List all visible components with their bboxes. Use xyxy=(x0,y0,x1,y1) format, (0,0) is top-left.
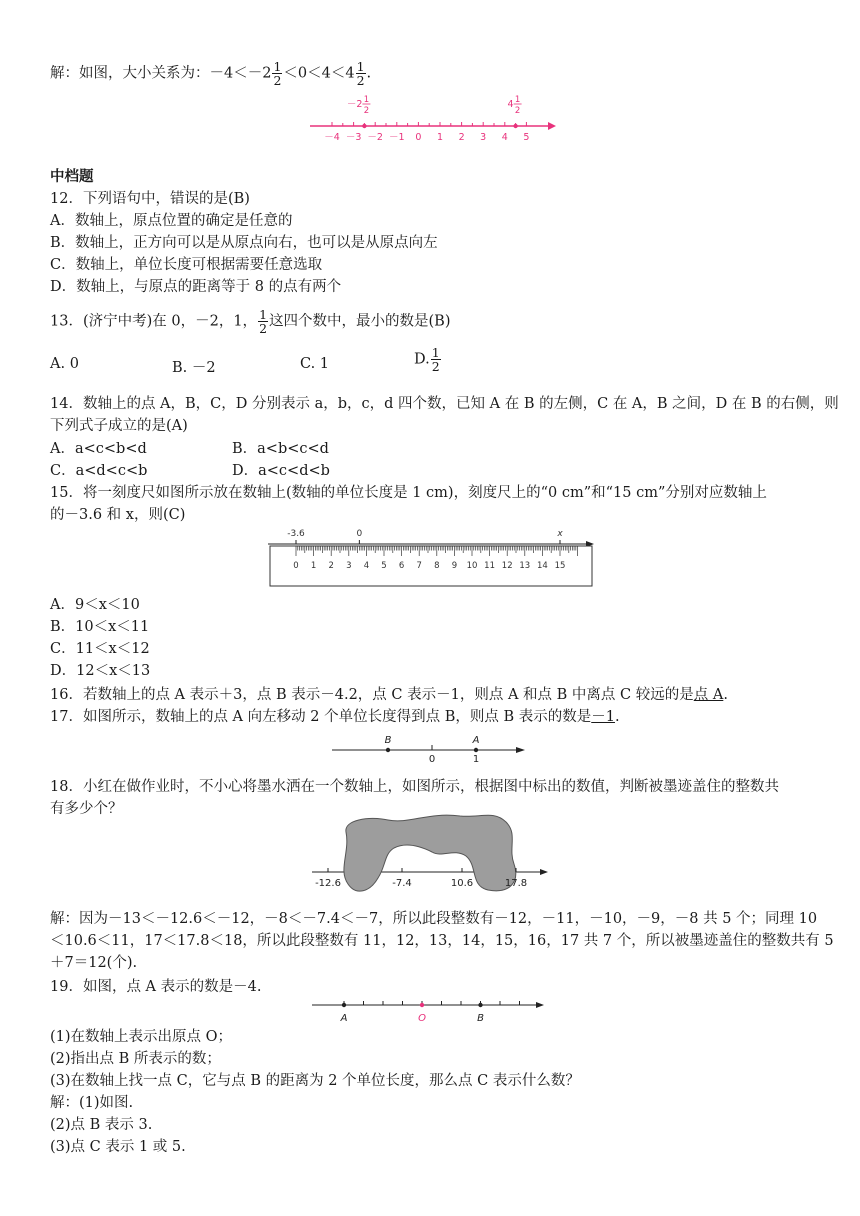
ruler-label: 12 xyxy=(501,561,513,571)
axis-label: 0 xyxy=(356,529,363,539)
q12-option-c: C．数轴上，单位长度可根据需要任意选取 xyxy=(50,257,323,273)
fraction-one-half: $\frac{1}{2}$ xyxy=(356,59,365,88)
ruler-label: 2 xyxy=(328,561,334,571)
q13-option-d: D. $\frac{1}{2}$ xyxy=(414,345,440,374)
axis-arrow xyxy=(540,869,548,875)
q13-option-c: C. 1 xyxy=(300,356,330,372)
q19-number-line xyxy=(310,996,550,1024)
tick-label: 10.6 xyxy=(450,878,474,889)
q19-answer-1: 解：(1)如图. xyxy=(50,1095,134,1111)
q12-option-b: B．数轴上，正方向可以是从原点向右，也可以是从原点向左 xyxy=(50,235,438,251)
axis-arrow xyxy=(516,747,525,753)
q14-option-a: A．a<c<b<d xyxy=(50,441,147,457)
q18-answer-line2: ＜10.6＜11，17＜17.8＜18，所以此段整数有 11，12，13，14，15，16，17 共 7 个，所以被墨迹盖住的整数共有 5 xyxy=(50,933,834,949)
q11-answer: 解：如图，大小关系为：－4＜－2 $\frac{1}{2}$ ＜0＜4＜4 $\frac{1}{2}$ . xyxy=(50,59,372,88)
q15-option-d: D．12＜x＜13 xyxy=(50,663,151,679)
q19-stem: 19．如图，点 A 表示的数是－4. xyxy=(50,979,262,995)
q12-option-a: A．数轴上，原点位置的确定是任意的 xyxy=(50,213,293,229)
q12-stem: 12．下列语句中，错误的是(B) xyxy=(50,191,250,207)
q17-number-line xyxy=(330,730,530,770)
tick-label: 4 xyxy=(501,132,508,143)
point-b-label: B xyxy=(384,735,392,746)
fraction-one-half: $\frac{1}{2}$ xyxy=(431,345,440,374)
fraction-one-half: $\frac{1}{2}$ xyxy=(259,307,268,336)
ruler-label: 10 xyxy=(466,561,478,571)
point-b-marker xyxy=(478,1003,482,1007)
point-b-marker xyxy=(386,748,390,752)
tick-label: 1 xyxy=(436,132,444,143)
ruler-label: 6 xyxy=(398,561,405,571)
q15-option-a: A．9＜x＜10 xyxy=(50,597,140,613)
q19-answer-2: (2)点 B 表示 3. xyxy=(50,1117,153,1133)
point-frac-den: 2 xyxy=(363,106,370,116)
tick-label: 0 xyxy=(415,132,422,143)
ruler-label: 15 xyxy=(554,561,566,571)
q14-stem-line2: 下列式子成立的是(A) xyxy=(50,418,188,434)
q11-answer-prefix: 解：如图，大小关系为：－4＜－2 xyxy=(50,65,272,82)
q15-option-b: B．10＜x＜11 xyxy=(50,619,150,635)
q13-option-b: B. －2 xyxy=(172,360,216,376)
q19-part-3: (3)在数轴上找一点 C，它与点 B 的距离为 2 个单位长度，那么点 C 表示什么数？ xyxy=(50,1073,580,1089)
q18-stem-line1: 18．小红在做作业时，不小心将墨水洒在一个数轴上，如图所示，根据图中标出的数值，判断被墨迹盖住的整数共 xyxy=(50,779,779,795)
tick-label: 0 xyxy=(428,754,436,765)
tick-label: －4 xyxy=(324,132,340,143)
tick-label: 3 xyxy=(480,132,487,143)
q13-option-a: A. 0 xyxy=(50,356,79,372)
q15-option-c: C．11＜x＜12 xyxy=(50,641,150,657)
q15-ruler-figure xyxy=(264,524,598,590)
ruler-label: 13 xyxy=(519,561,531,571)
q13-stem: 13．(济宁中考)在 0，－2，1， $\frac{1}{2}$ 这四个数中，最小的数是(B) xyxy=(50,307,451,336)
q19-answer-3: (3)点 C 表示 1 或 5. xyxy=(50,1139,186,1155)
q15-stem-line1: 15．将一刻度尺如图所示放在数轴上(数轴的单位长度是 1 cm)，刻度尺上的“0 cm”和“15 cm”分别对应数轴上 xyxy=(50,485,767,501)
ruler-label: 8 xyxy=(434,561,440,571)
ruler-label: 11 xyxy=(484,561,496,571)
tick-label: －2 xyxy=(367,132,383,143)
section-title: 中档题 xyxy=(50,169,94,185)
ruler-label: 3 xyxy=(346,561,352,571)
ruler-label: 9 xyxy=(451,561,458,571)
q16-stem: 16．若数轴上的点 A 表示＋3，点 B 表示－4.2，点 C 表示－1，则点 A 和点 B 中离点 C 较远的是点 A. xyxy=(50,687,728,703)
point-a-label: A xyxy=(340,1013,348,1024)
tick-label: 17.8 xyxy=(504,878,528,889)
q11-number-line xyxy=(300,94,560,146)
axis-label: x xyxy=(557,529,563,539)
tick-label: 5 xyxy=(523,132,530,143)
q16-answer: 点 A xyxy=(693,687,724,703)
q14-option-b: B．a<b<c<d xyxy=(232,441,329,457)
axis-label: -3.6 xyxy=(287,529,305,539)
tick-label: 1 xyxy=(472,754,480,765)
ruler-label: 7 xyxy=(416,561,422,571)
point-marker xyxy=(362,124,366,128)
ruler-label: 0 xyxy=(293,561,299,571)
ruler-label: 4 xyxy=(363,561,370,571)
q12-option-d: D．数轴上，与原点的距离等于 8 的点有两个 xyxy=(50,279,342,295)
q18-ink-blot-figure xyxy=(310,812,550,894)
q19-part-1: (1)在数轴上表示出原点 O； xyxy=(50,1029,233,1045)
axis-arrow xyxy=(536,1002,544,1008)
point-a-marker xyxy=(342,1003,346,1007)
origin-label: O xyxy=(418,1013,426,1024)
q14-option-c: C．a<d<c<b xyxy=(50,463,148,479)
tick-label: 2 xyxy=(458,132,465,143)
ink-blot xyxy=(344,815,516,891)
point-whole-label: 4 xyxy=(507,99,514,110)
tick-label: -12.6 xyxy=(315,878,341,889)
point-b-label: B xyxy=(477,1013,484,1024)
point-a-marker xyxy=(474,748,478,752)
point-frac-num: 1 xyxy=(514,95,521,105)
point-frac-den: 2 xyxy=(514,106,521,116)
q17-answer: －1 xyxy=(591,709,615,725)
ruler-label: 14 xyxy=(536,561,548,571)
q19-part-2: (2)指出点 B 所表示的数； xyxy=(50,1051,221,1067)
origin-marker xyxy=(420,1003,424,1007)
q18-stem-line2: 有多少个？ xyxy=(50,801,123,817)
q17-stem: 17．如图所示，数轴上的点 A 向左移动 2 个单位长度得到点 B，则点 B 表示的数是－1. xyxy=(50,709,620,725)
axis-arrow xyxy=(548,122,556,130)
tick-label: －3 xyxy=(345,132,362,143)
ruler-label: 1 xyxy=(310,561,317,571)
point-a-label: A xyxy=(472,735,480,746)
q14-stem-line1: 14．数轴上的点 A，B，C，D 分别表示 a，b，c，d 四个数，已知 A 在 B 的左侧，C 在 A，B 之间，D 在 B 的右侧，则 xyxy=(50,396,839,412)
point-whole-label: －2 xyxy=(346,99,363,110)
q15-stem-line2: 的－3.6 和 x，则(C) xyxy=(50,507,186,523)
q18-answer-line1: 解：因为－13＜－12.6＜－12，－8＜－7.4＜－7，所以此段整数有－12，－11，－10，－9，－8 共 5 个；同理 10 xyxy=(50,911,818,927)
q18-answer-line3: ＋7＝12(个). xyxy=(50,955,138,971)
point-marker xyxy=(513,124,517,128)
tick-label: －1 xyxy=(389,132,405,143)
q14-option-d: D．a<c<d<b xyxy=(232,463,330,479)
tick-label: -7.4 xyxy=(392,878,412,889)
fraction-one-half: $\frac{1}{2}$ xyxy=(273,59,282,88)
ruler-label: 5 xyxy=(381,561,387,571)
point-frac-num: 1 xyxy=(363,95,370,105)
